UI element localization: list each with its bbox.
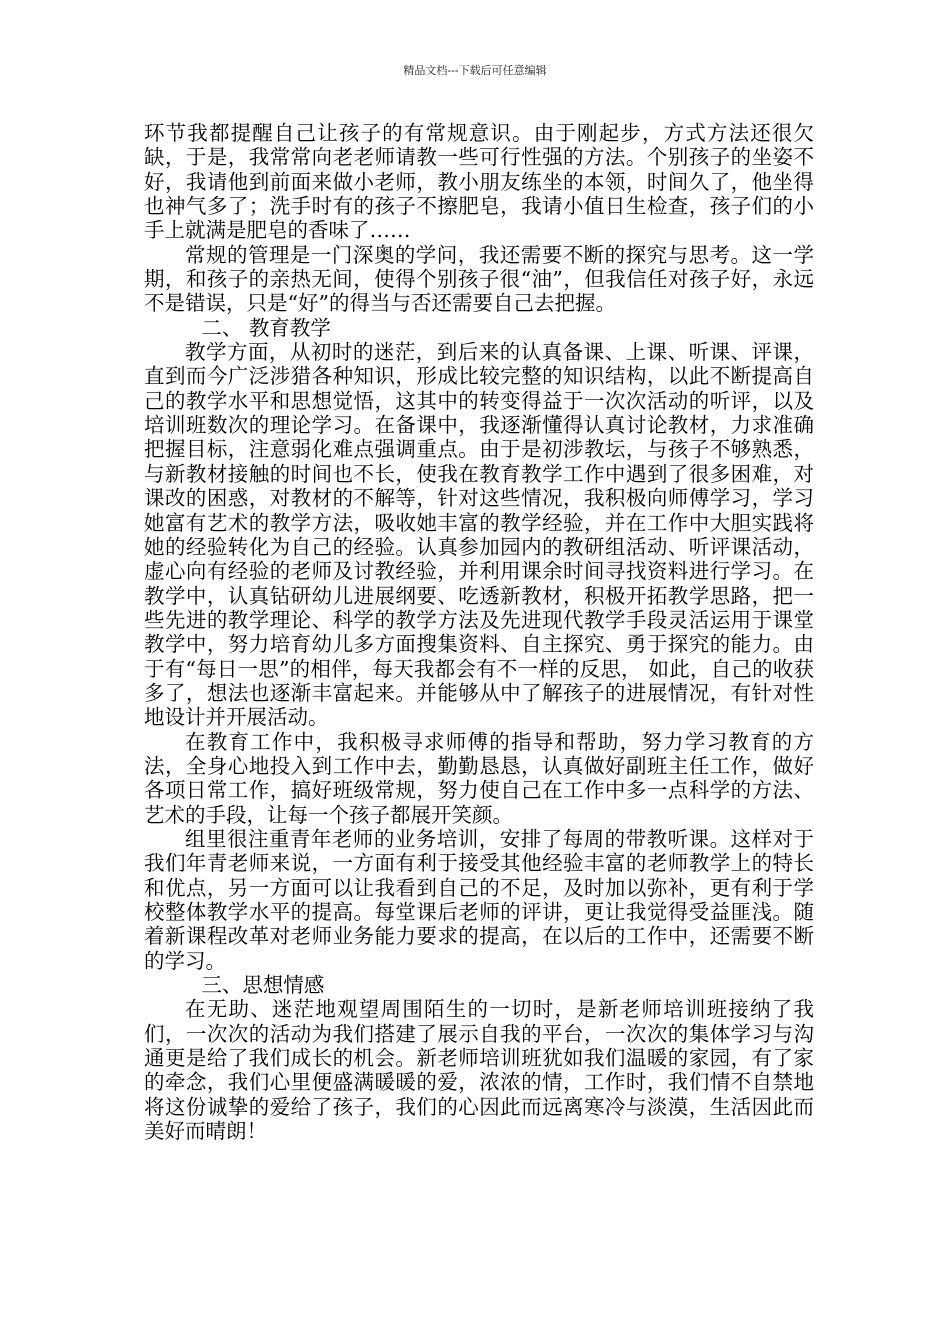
document-body xyxy=(144,121,814,1143)
section-heading-education: 二、 教育教学 xyxy=(201,315,331,340)
paragraph-teaching: 教学方面，从初时的迷茫，到后来的认真备课、上课、听课、评课，直到而今广泛涉猎各种知识，形成比较完整的知识结构，以此不断提高自己的教学水平和思想觉悟，这其中的转变得益于一次次活动的听评，以及培训班数次的理论学习。在备课中，我逐渐懂得认真讨论教材，力求准确把握目标，注意弱化难点强调重点。由于是初涉教坛，与孩子不够熟悉，与新教材接触的时间也不长，使我在教育教学工作中遇到了很多困难，对课改的困惑，对教材的不解等，针对这些情况，我积极向师傅学习，学习她富有艺术的教学方法，吸收她丰富的教学经验，并在工作中大胆实践将她的经验转化为自己的经验。认真参加园内的教研组活动、听评课活动，虚心向有经验的老师及讨教经验，并利用课余时间寻找资料进行学习。在教学中，认真钻研幼儿进展纲要、吃透新教材，积极开拓教学思路，把一些先进的教学理论、科学的教学方法及先进现代教学手段灵活运用于课堂教学中，努力培育幼儿多方面搜集资料、自主探究、勇于探究的能力。由于有“每日一思”的相伴，每天我都会有不一样的反思， 如此，自己的收获多了，想法也逐渐丰富起来。并能够从中了解孩子的进展情况，有针对性地设计并开展活动。 xyxy=(144,340,814,730)
paragraph-training: 组里很注重青年老师的业务培训，安排了每周的带教听课。这样对于我们年青老师来说，一方面有利于接受其他经验丰富的老师教学上的特长和优点，另一方面可以让我看到自己的不足，及时加以弥补，更有利于学校整体教学水平的提高。每堂课后老师的评讲，更让我觉得受益匪浅。随着新课程改革对老师业务能力要求的提高，在以后的工作中，还需要不断的学习。 xyxy=(144,826,814,973)
paragraph-thoughts: 在无助、迷茫地观望周围陌生的一切时，是新老师培训班接纳了我们，一次次的活动为我们搭建了展示自我的平台，一次次的集体学习与沟通更是给了我们成长的机会。新老师培训班犹如我们温暖的家园，有了家的牵念，我们心里便盛满暖暖的爱，浓浓的情，工作时，我们情不自禁地将这份诚挚的爱给了孩子，我们的心因此而远离寒冷与淡漠，生活因此而美好而晴朗！ xyxy=(144,997,814,1144)
section-heading-thoughts: 三、思想情感 xyxy=(201,973,325,998)
page-header: 精品文档---下载后可任意编辑 xyxy=(403,64,547,77)
paragraph-routine-management: 常规的管理是一门深奥的学问，我还需要不断的探究与思考。这一学期，和孩子的亲热无间，使得个别孩子很“油”，但我信任对孩子好，永远不是错误，只是“好”的得当与否还需要自己去把握。 xyxy=(144,242,814,316)
paragraph-education-work: 在教育工作中，我积极寻求师傅的指导和帮助，努力学习教育的方法，全身心地投入到工作中去，勤勤恳恳，认真做好副班主任工作，做好各项日常工作，搞好班级常规，努力使自己在工作中多一点科学的方法、艺术的手段，让每一个孩子都展开笑颜。 xyxy=(144,729,814,827)
paragraph-routine-practice: 环节我都提醒自己让孩子的有常规意识。由于刚起步，方式方法还很欠缺，于是，我常常向老老师请教一些可行性强的方法。个别孩子的坐姿不好，我请他到前面来做小老师，教小朋友练坐的本领，时间久了，他坐得也神气多了；洗手时有的孩子不擦肥皂，我请小值日生检查，孩子们的小手上就满是肥皂的香味了…… xyxy=(144,121,814,243)
